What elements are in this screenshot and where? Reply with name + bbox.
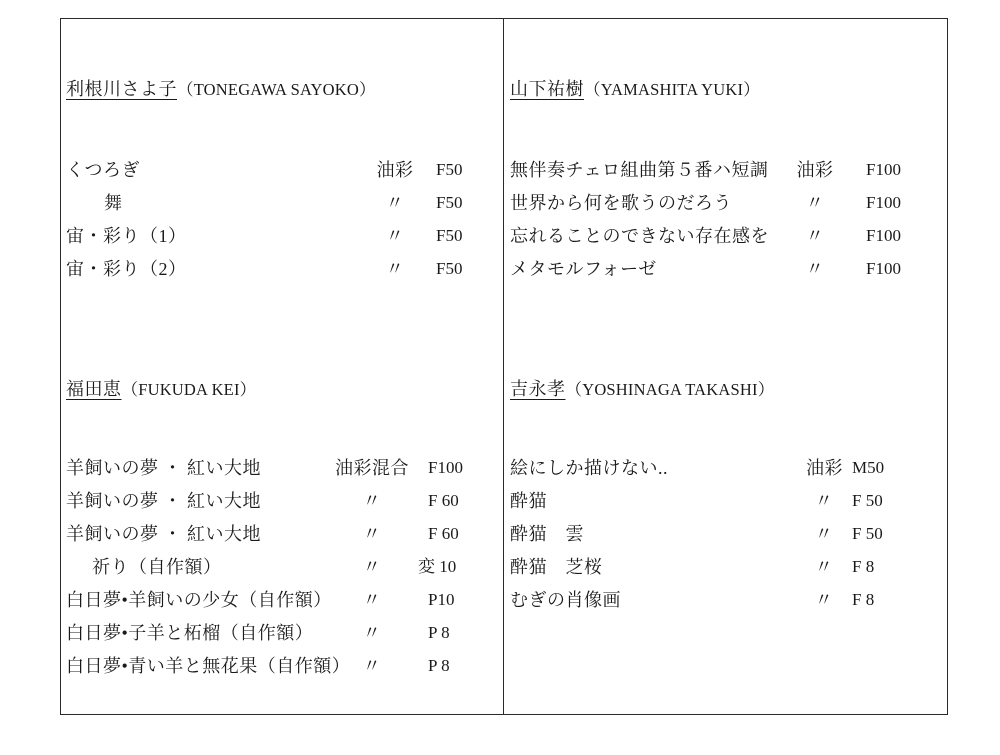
artist-romaji: （YOSHINAGA TAKASHI） — [565, 380, 775, 399]
artist-name: 福田恵 — [66, 379, 122, 399]
artwork-title: 白日夢•青い羊と無花果（自作額） — [66, 656, 351, 676]
artwork-size: P 8 — [428, 656, 450, 675]
artwork-medium: 〃 — [362, 623, 382, 643]
artwork-size: F 50 — [852, 524, 883, 543]
artwork-medium: 〃 — [362, 557, 382, 577]
artwork-medium: 油彩混合 — [335, 458, 409, 478]
artist-name: 山下祐樹 — [510, 79, 584, 99]
artwork-title: 酔猫 雲 — [510, 524, 584, 544]
artwork-medium: 〃 — [814, 590, 834, 610]
artwork-medium: 油彩 — [376, 160, 414, 180]
artwork-size: F100 — [866, 160, 901, 179]
artwork-size: P10 — [428, 590, 455, 609]
artwork-medium: 〃 — [385, 193, 405, 213]
artist-name: 吉永孝 — [510, 379, 566, 399]
artwork-row — [0, 589, 1000, 611]
artwork-size: F50 — [436, 193, 463, 212]
artist-header — [510, 377, 774, 401]
artwork-medium: 〃 — [362, 491, 382, 511]
artwork-size: F50 — [436, 160, 463, 179]
artwork-size: F 8 — [852, 590, 875, 609]
artwork-size: F100 — [866, 226, 901, 245]
artwork-title: 羊飼いの夢 ・ 紅い大地 — [66, 524, 261, 544]
artwork-row — [0, 159, 1000, 181]
artwork-size: F50 — [436, 226, 463, 245]
artwork-title: 絵にしか描けない.. — [510, 458, 668, 478]
artwork-title: 羊飼いの夢 ・ 紅い大地 — [66, 491, 261, 511]
artwork-title: 宙・彩り（2） — [66, 259, 187, 279]
artwork-title: くつろぎ — [66, 160, 140, 180]
artwork-medium: 〃 — [805, 193, 825, 213]
artwork-medium: 〃 — [814, 491, 834, 511]
artwork-medium: 〃 — [385, 226, 405, 246]
artwork-row — [0, 225, 1000, 247]
artwork-row — [0, 556, 1000, 578]
artwork-title: 酔猫 — [510, 491, 547, 511]
artwork-medium: 〃 — [385, 259, 405, 279]
artwork-size: M50 — [852, 458, 885, 477]
artwork-size: P 8 — [428, 623, 450, 642]
artist-romaji: （FUKUDA KEI） — [121, 380, 257, 399]
artist-header — [510, 77, 760, 101]
artwork-row — [0, 622, 1000, 644]
artwork-size: F50 — [436, 259, 463, 278]
artwork-title: 羊飼いの夢 ・ 紅い大地 — [66, 458, 261, 478]
artwork-title: 白日夢•羊飼いの少女（自作額） — [66, 590, 332, 610]
artwork-row — [0, 523, 1000, 545]
artwork-size: F100 — [428, 458, 463, 477]
artwork-row — [0, 490, 1000, 512]
artwork-size: F100 — [866, 193, 901, 212]
artwork-size: F 60 — [428, 491, 459, 510]
artwork-medium: 〃 — [362, 656, 382, 676]
artwork-size: F100 — [866, 259, 901, 278]
artwork-title: 酔猫 芝桜 — [510, 557, 603, 577]
artwork-title: 祈り（自作額） — [92, 557, 222, 577]
artist-header — [66, 377, 256, 401]
artwork-size: F 60 — [428, 524, 459, 543]
artwork-row — [0, 655, 1000, 677]
artwork-title: 世界から何を歌うのだろう — [510, 193, 732, 213]
artwork-medium: 油彩 — [806, 458, 843, 478]
artwork-title: 忘れることのできない存在感を — [510, 226, 769, 246]
artwork-row — [0, 258, 1000, 280]
artwork-medium: 〃 — [805, 259, 825, 279]
artist-romaji: （YAMASHITA YUKI） — [584, 80, 760, 99]
artwork-title: 宙・彩り（1） — [66, 226, 187, 246]
artist-romaji: （TONEGAWA SAYOKO） — [177, 80, 376, 99]
artwork-medium: 油彩 — [796, 160, 834, 180]
artwork-medium: 〃 — [362, 590, 382, 610]
artwork-row — [0, 192, 1000, 214]
artwork-title: 白日夢•子羊と柘榴（自作額） — [66, 623, 314, 643]
artwork-medium: 〃 — [362, 524, 382, 544]
artwork-medium: 〃 — [805, 226, 825, 246]
artwork-title: 舞 — [104, 193, 123, 213]
artist-name: 利根川さよ子 — [66, 79, 177, 99]
artwork-size: F 50 — [852, 491, 883, 510]
artwork-row — [0, 457, 1000, 479]
artwork-medium: 〃 — [814, 557, 834, 577]
artwork-size: 変 10 — [418, 557, 457, 576]
artwork-medium: 〃 — [814, 524, 834, 544]
artist-header — [66, 77, 376, 101]
artwork-size: F 8 — [852, 557, 875, 576]
artwork-title: メタモルフォーゼ — [510, 259, 657, 279]
artwork-title: 無伴奏チェロ組曲第５番ハ短調 — [510, 160, 769, 180]
artwork-title: むぎの肖像画 — [510, 590, 621, 610]
